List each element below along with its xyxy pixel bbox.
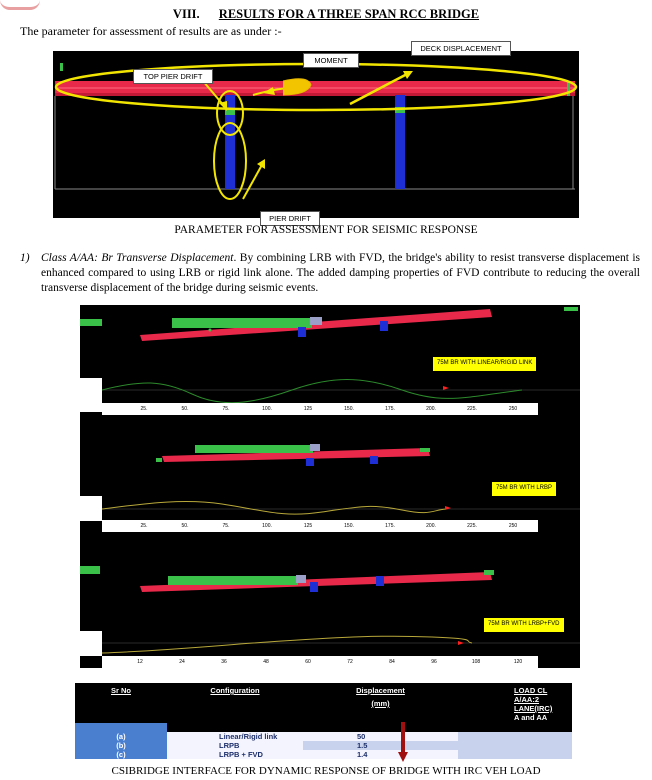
panel-label: 75M BR WITH LINEAR/RIGID LINK — [433, 357, 536, 371]
x-tick: 200. — [426, 406, 436, 412]
x-tick: 100. — [262, 406, 272, 412]
x-tick: 150. — [344, 523, 354, 529]
x-tick: 12 — [137, 659, 143, 665]
pier-support — [298, 327, 306, 337]
item-lead: Class A/AA: Br Transverse Displacement — [41, 252, 234, 264]
response-plot — [102, 631, 580, 656]
panel-label: 75M BR WITH LRBP — [492, 482, 556, 496]
section-title: RESULTS FOR A THREE SPAN RCC BRIDGE — [218, 7, 480, 21]
x-tick: 250 — [508, 523, 518, 529]
header-displacement-unit: (mm) — [371, 699, 390, 708]
response-curve — [102, 380, 522, 403]
x-tick: 48 — [263, 659, 269, 665]
item-number: 1) — [20, 252, 30, 264]
item-text: . By combining LRB with FVD, the bridge's ability to resist transverse displacement is enhanced compared to using LRB or rigid link alone. The added damping properties of FVD contribute to reducing the overall transverse displacement of the bridge during seismic events. — [41, 252, 641, 294]
x-tick: 36 — [221, 659, 227, 665]
result-item-1 — [20, 251, 640, 296]
intro-text: The parameter for assessment of results are as under :- — [20, 24, 282, 38]
row-configuration: LRPB — [167, 741, 303, 750]
header-load-class-line: LOAD CL — [514, 686, 548, 695]
x-tick: 60 — [305, 659, 311, 665]
load-class-value: A and AA — [514, 713, 548, 722]
bridge-model-graphic — [53, 51, 579, 218]
response-panel-lrbp-fvd — [80, 532, 580, 668]
results-table — [75, 683, 572, 759]
response-curve — [102, 636, 472, 653]
x-axis — [102, 403, 538, 415]
header-sr-no: Sr No — [75, 683, 167, 723]
moment-callout: MOMENT — [303, 53, 359, 68]
section-number: VIII. — [172, 7, 200, 21]
x-tick: 50. — [181, 406, 189, 412]
x-tick: 175. — [385, 406, 395, 412]
x-tick: 108 — [471, 659, 481, 665]
section-heading — [0, 7, 652, 22]
x-tick: 96 — [431, 659, 437, 665]
x-tick: 125 — [303, 523, 313, 529]
response-curve — [102, 501, 446, 514]
x-tick: 75. — [222, 406, 230, 412]
x-tick: 225. — [467, 406, 477, 412]
x-tick: 72 — [347, 659, 353, 665]
x-tick: 225. — [467, 523, 477, 529]
x-tick: 175. — [385, 523, 395, 529]
header-load-class-line: LANE(IRC) — [514, 704, 553, 713]
figure2-caption: CSIBRIDGE INTERFACE FOR DYNAMIC RESPONSE OF BRIDGE WITH IRC VEH LOAD — [111, 765, 541, 777]
decrease-arrow-icon — [398, 722, 408, 762]
seismic-parameter-figure — [53, 44, 579, 223]
vehicle-load — [168, 576, 298, 585]
x-tick: 150. — [344, 406, 354, 412]
x-tick: 75. — [222, 523, 230, 529]
pier-support — [370, 456, 378, 464]
pier-support — [310, 582, 318, 592]
response-panel-rigid-link — [80, 305, 580, 418]
panel-label: 75M BR WITH LRBP+FVD — [484, 618, 564, 632]
figure1-caption: PARAMETER FOR ASSESSMENT FOR SEISMIC RESPONSE — [174, 224, 478, 236]
x-tick: 25. — [140, 523, 148, 529]
header-load-class — [458, 683, 572, 723]
response-panel-lrbp — [80, 418, 580, 532]
x-tick: 250 — [508, 406, 518, 412]
response-plot — [102, 378, 580, 403]
x-axis — [102, 656, 538, 668]
deck-displacement-callout: DECK DISPLACEMENT — [411, 41, 511, 56]
header-configuration: Configuration — [167, 683, 303, 723]
table-row — [75, 732, 572, 741]
x-tick: 125 — [303, 406, 313, 412]
row-sr: (c) — [75, 750, 167, 759]
vehicle-load — [172, 318, 312, 328]
pier-drift-callout: PIER DRIFT — [260, 211, 320, 226]
row-configuration: LRPB + FVD — [167, 750, 303, 759]
y-axis — [80, 496, 102, 521]
header-displacement — [303, 683, 458, 723]
row-displacement: 1.4 — [303, 750, 458, 759]
x-tick: 120 — [513, 659, 523, 665]
pier-support — [306, 458, 314, 466]
header-load-class-line: A/AA:2 — [514, 695, 540, 704]
x-axis — [102, 520, 538, 532]
x-tick: 84 — [389, 659, 395, 665]
y-axis — [80, 631, 102, 656]
row-displacement: 1.5 — [303, 741, 458, 750]
row-configuration: Linear/Rigid link — [167, 732, 303, 741]
x-tick: 100. — [262, 523, 272, 529]
table-spacer-row — [75, 723, 572, 732]
table-header-row — [75, 683, 572, 723]
x-tick: 200. — [426, 523, 436, 529]
row-sr: (b) — [75, 741, 167, 750]
y-axis — [80, 378, 102, 412]
row-load-class — [458, 732, 572, 759]
x-tick: 25. — [140, 406, 148, 412]
top-pier-drift-callout: TOP PIER DRIFT — [133, 69, 213, 84]
row-displacement: 50 — [303, 732, 458, 741]
vehicle-load — [195, 445, 313, 453]
response-plot — [102, 496, 580, 521]
row-sr: (a) — [75, 732, 167, 741]
x-tick: 24 — [179, 659, 185, 665]
pier-support — [376, 576, 384, 586]
pier-support — [380, 321, 388, 331]
x-tick: 50. — [181, 523, 189, 529]
deck-edge — [55, 93, 575, 96]
header-displacement-label: Displacement — [356, 686, 405, 695]
